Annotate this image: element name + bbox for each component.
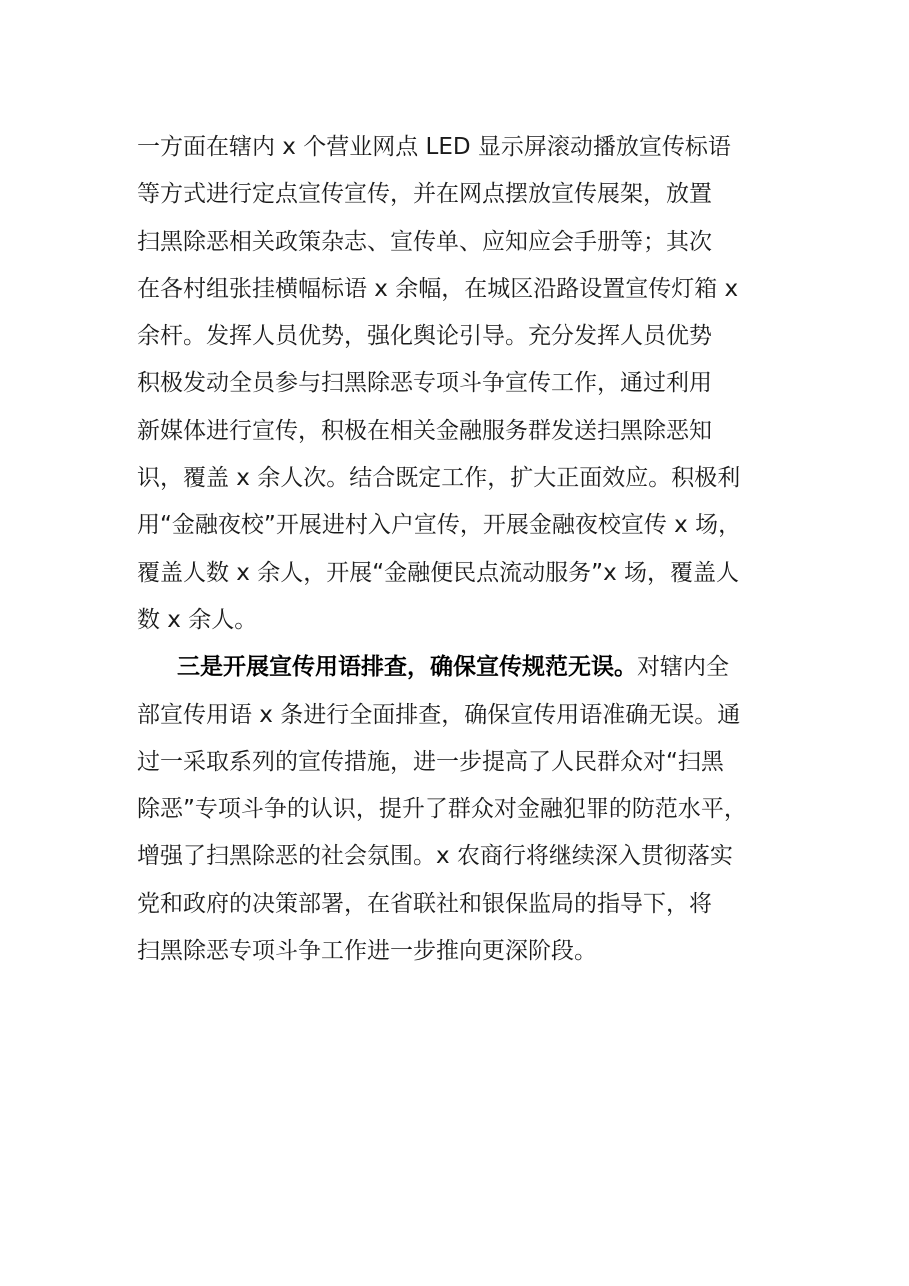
- paragraph1-line-8: 识，覆盖 x 余人次。结合既定工作，扩大正面效应。积极利: [137, 465, 741, 492]
- paragraph2-line-3: 过一采取系列的宣传措施，进一步提高了人民群众对“扫黑: [137, 748, 724, 775]
- paragraph1-line-2: 等方式进行定点宣传宣传，并在网点摆放宣传展架，放置: [137, 181, 712, 208]
- paragraph2-line-7: 扫黑除恶专项斗争工作进一步推向更深阶段。: [137, 938, 597, 965]
- paragraph2-line-5: 增强了扫黑除恶的社会氛围。x 农商行将继续深入贯彻落实: [137, 843, 733, 870]
- paragraph1-line-10: 覆盖人数 x 余人，开展“金融便民点流动服务”x 场，覆盖人: [137, 559, 739, 586]
- paragraph2-line-6: 党和政府的决策部署，在省联社和银保监局的指导下，将: [137, 890, 712, 917]
- paragraph2-line-2: 部宣传用语 x 条进行全面排查，确保宣传用语准确无误。通: [137, 701, 741, 728]
- paragraph2-line-4: 除恶”专项斗争的认识，提升了群众对金融犯罪的防范水平，: [137, 796, 747, 823]
- paragraph1-line-7: 新媒体进行宣传，积极在相关金融服务群发送扫黑除恶知: [137, 417, 712, 444]
- paragraph2-first-line-rest: 对辖内全: [637, 654, 729, 681]
- paragraph1-line-9: 用“金融夜校”开展进村入户宣传，开展金融夜校宣传 x 场，: [137, 512, 742, 539]
- paragraph2-lead-heading: 三是开展宣传用语排查，确保宣传规范无误。: [177, 654, 637, 681]
- paragraph1-line-11: 数 x 余人。: [137, 606, 258, 633]
- paragraph1-line-3: 扫黑除恶相关政策杂志、宣传单、应知应会手册等；其次: [137, 228, 712, 255]
- document-body: [137, 124, 787, 975]
- paragraph2-line-1: [137, 644, 787, 691]
- paragraph1-line-5: 余杆。发挥人员优势，强化舆论引导。充分发挥人员优势: [137, 323, 712, 350]
- paragraph1-line-6: 积极发动全员参与扫黑除恶专项斗争宣传工作，通过利用: [137, 370, 712, 397]
- paragraph1-line-1: 一方面在辖内 x 个营业网点 LED 显示屏滚动播放宣传标语: [137, 134, 731, 160]
- paragraph1-line-4: 在各村组张挂横幅标语 x 余幅，在城区沿路设置宣传灯箱 x: [137, 275, 739, 302]
